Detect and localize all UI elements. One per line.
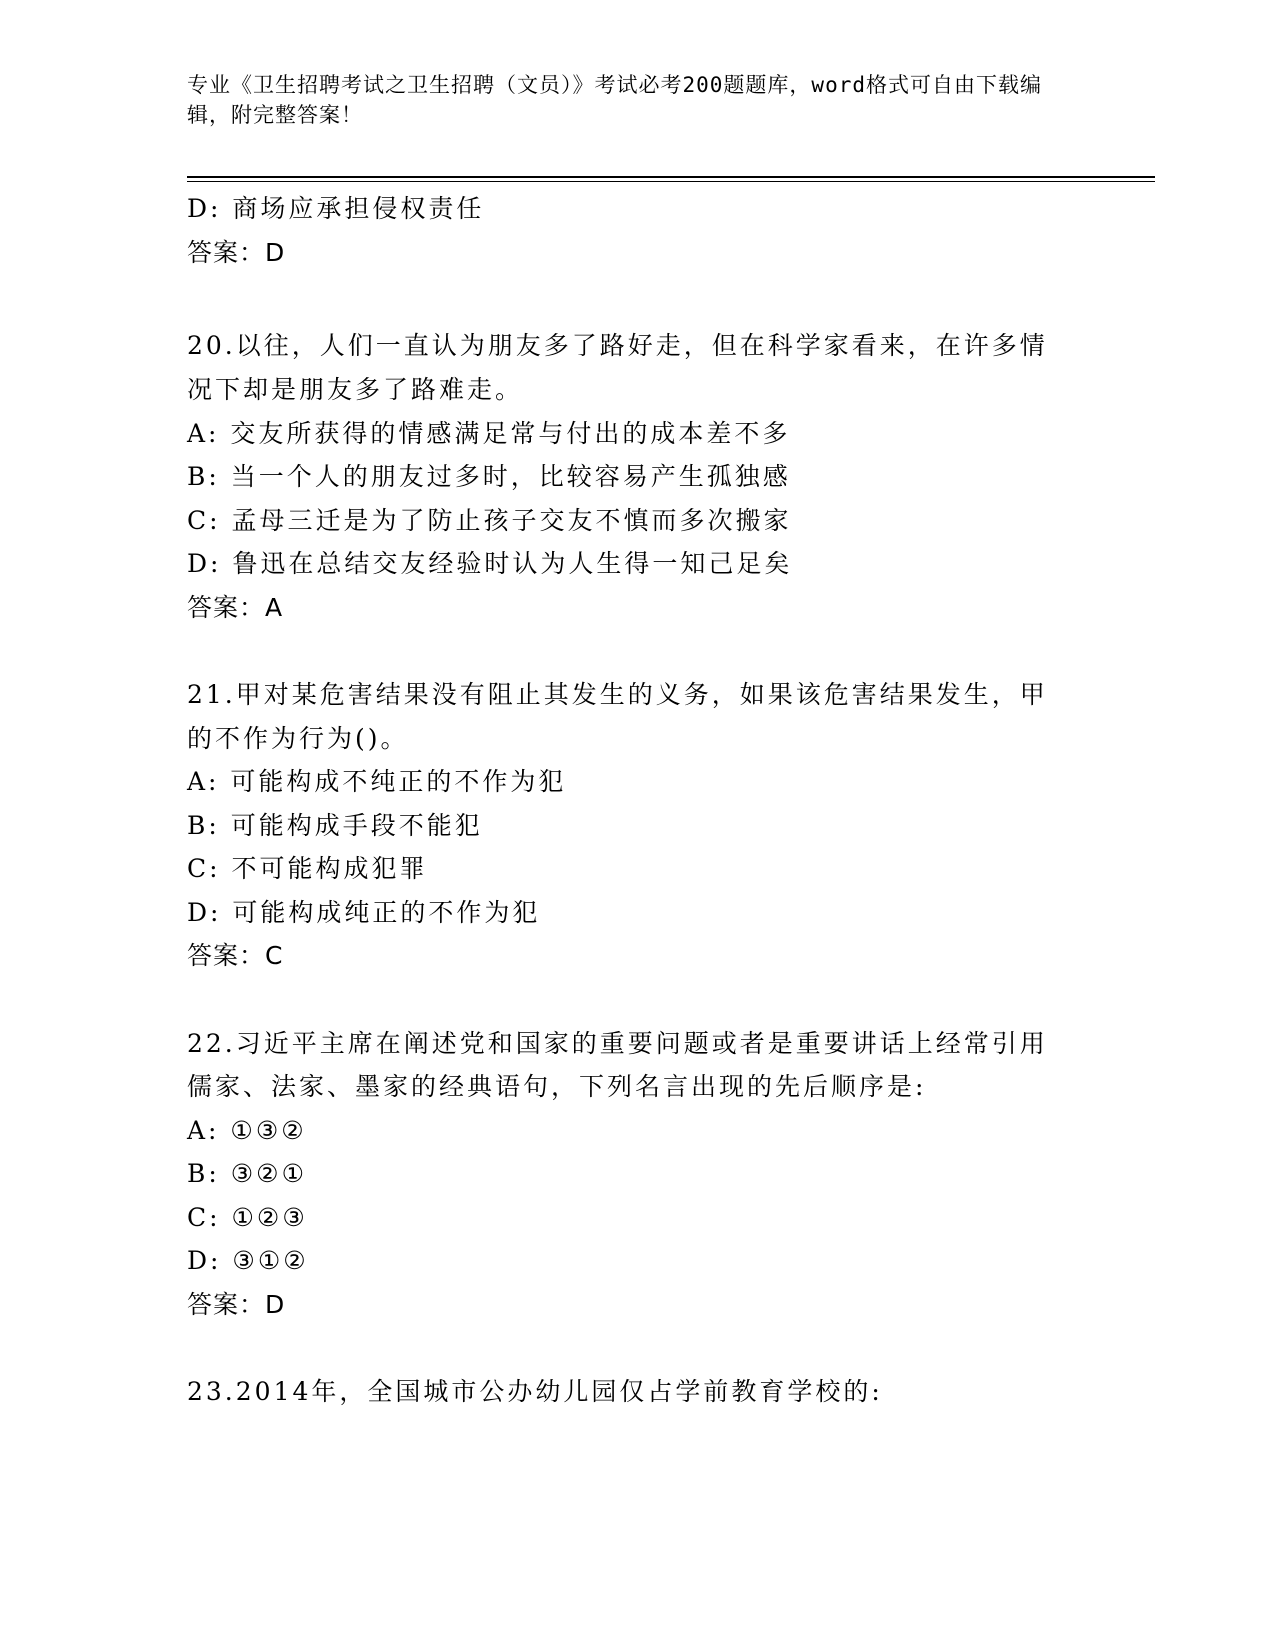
prev-option-d: D: 商场应承担侵权责任 [187,194,485,223]
q20-stem-line2: 况下却是朋友多了路难走。 [187,375,524,404]
prev-answer: 答案：D [187,238,286,267]
header-rule-thin [187,181,1155,182]
header-rule-thick [187,176,1155,178]
q23-stem-line1: 23.2014年，全国城市公办幼儿园仅占学前教育学校的: [187,1377,883,1406]
q22-stem-line1: 22.习近平主席在阐述党和国家的重要问题或者是重要讲话上经常引用 [187,1029,1048,1058]
q21-option-a: A: 可能构成不纯正的不作为犯 [187,767,567,796]
q22-option-a: A: ①③② [187,1116,307,1145]
q22-option-c: C: ①②③ [187,1203,308,1232]
q21-stem-line2: 的不作为行为()。 [187,724,409,753]
q22-option-b: B: ③②① [187,1159,307,1188]
q21-option-d: D: 可能构成纯正的不作为犯 [187,898,541,927]
q21-option-c: C: 不可能构成犯罪 [187,854,428,883]
q21-stem-line1: 21.甲对某危害结果没有阻止其发生的义务，如果该危害结果发生，甲 [187,680,1048,709]
q20-option-d: D: 鲁迅在总结交友经验时认为人生得一知己足矣 [187,549,793,578]
q20-stem-line1: 20.以往，人们一直认为朋友多了路好走，但在科学家看来，在许多情 [187,331,1048,360]
q22-answer: 答案：D [187,1290,286,1319]
q20-answer: 答案：A [187,593,284,622]
q22-stem-line2: 儒家、法家、墨家的经典语句，下列名言出现的先后顺序是: [187,1072,927,1101]
q20-option-c: C: 孟母三迁是为了防止孩子交友不慎而多次搬家 [187,506,792,535]
q21-answer: 答案：C [187,941,284,970]
q20-option-a: A: 交友所获得的情感满足常与付出的成本差不多 [187,419,791,448]
q22-option-d: D: ③①② [187,1246,309,1275]
q21-option-b: B: 可能构成手段不能犯 [187,811,483,840]
q20-option-b: B: 当一个人的朋友过多时，比较容易产生孤独感 [187,462,791,491]
document-header: 专业《卫生招聘考试之卫生招聘（文员）》考试必考200题题库，word格式可自由下载编辑，附完整答案！ [187,73,1042,127]
